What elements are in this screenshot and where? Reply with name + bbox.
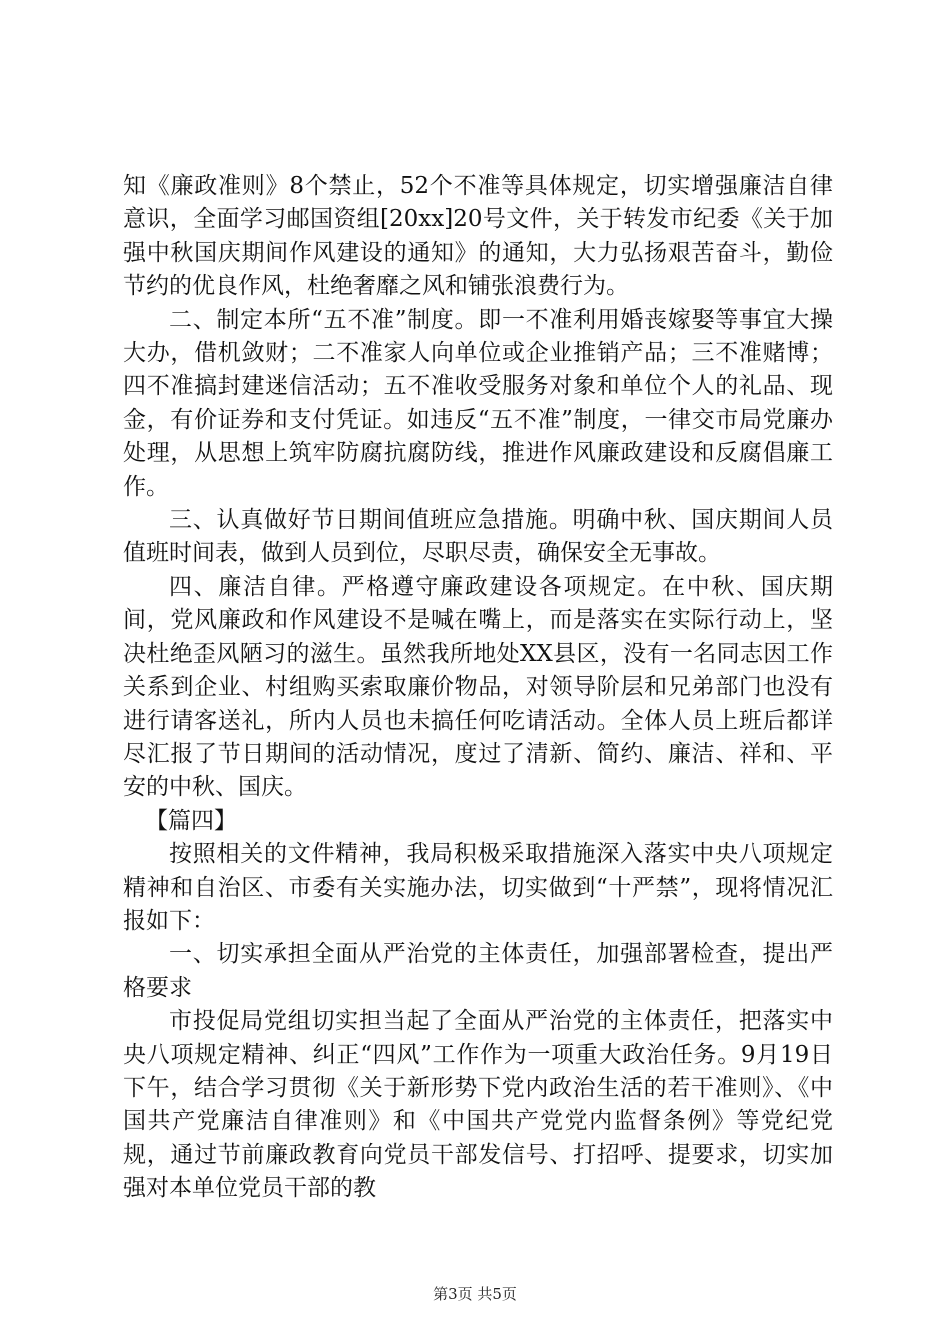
paragraph-subheading: 一、切实承担全面从严治党的主体责任，加强部署检查，提出严格要求 — [123, 941, 833, 1001]
page-number-footer: 第3页 共5页 — [433, 1285, 517, 1303]
paragraph-continuation: 知《廉政准则》8个禁止，52个不准等具体规定，切实增强廉洁自律意识，全面学习邮国资组[20xx]20号文件，关于转发市纪委《关于加强中秋国庆期间作风建设的通知》的通知，大力弘扬艰苦奋斗，勤俭节约的优良作风，杜绝奢靡之风和铺张浪费行为。 — [123, 173, 833, 300]
paragraph-section-2: 二、制定本所“五不准”制度。即一不准利用婚丧嫁娶等事宜大操大办，借机敛财；二不准家人向单位或企业推销产品；三不准赌博；四不准搞封建迷信活动；五不准收受服务对象和单位个人的礼品、现金，有价证券和支付凭证。如违反“五不准”制度，一律交市局党廉办处理，从思想上筑牢防腐抗腐防线，推进作风廉政建设和反腐倡廉工作。 — [123, 306, 833, 500]
document-body — [123, 170, 833, 1206]
paragraph-section-3: 三、认真做好节日期间值班应急措施。明确中秋、国庆期间人员值班时间表，做到人员到位，尽职尽责，确保安全无事故。 — [123, 507, 833, 567]
paragraph-intro: 按照相关的文件精神，我局积极采取措施深入落实中央八项规定精神和自治区、市委有关实施办法，切实做到“十严禁”，现将情况汇报如下： — [123, 841, 833, 934]
paragraph-body: 市投促局党组切实担当起了全面从严治党的主体责任，把落实中央八项规定精神、纠正“四风”工作作为一项重大政治任务。9月19日下午，结合学习贯彻《关于新形势下党内政治生活的若干准则》、《中国共产党廉洁自律准则》和《中国共产党党内监督条例》等党纪党规，通过节前廉政教育向党员干部发信号、打招呼、提要求，切实加强对本单位党员干部的教 — [123, 1008, 833, 1202]
paragraph-section-4: 四、廉洁自律。严格遵守廉政建设各项规定。在中秋、国庆期间，党风廉政和作风建设不是喊在嘴上，而是落实在实际行动上，坚决杜绝歪风陋习的滋生。虽然我所地处XX县区，没有一名同志因工作关系到企业、村组购买索取廉价物品，对领导阶层和兄弟部门也没有进行请客送礼，所内人员也未搞任何吃请活动。全体人员上班后都详尽汇报了节日期间的活动情况，度过了清新、简约、廉洁、祥和、平安的中秋、国庆。 — [123, 573, 833, 801]
chapter-heading: 【篇四】 — [145, 807, 237, 834]
